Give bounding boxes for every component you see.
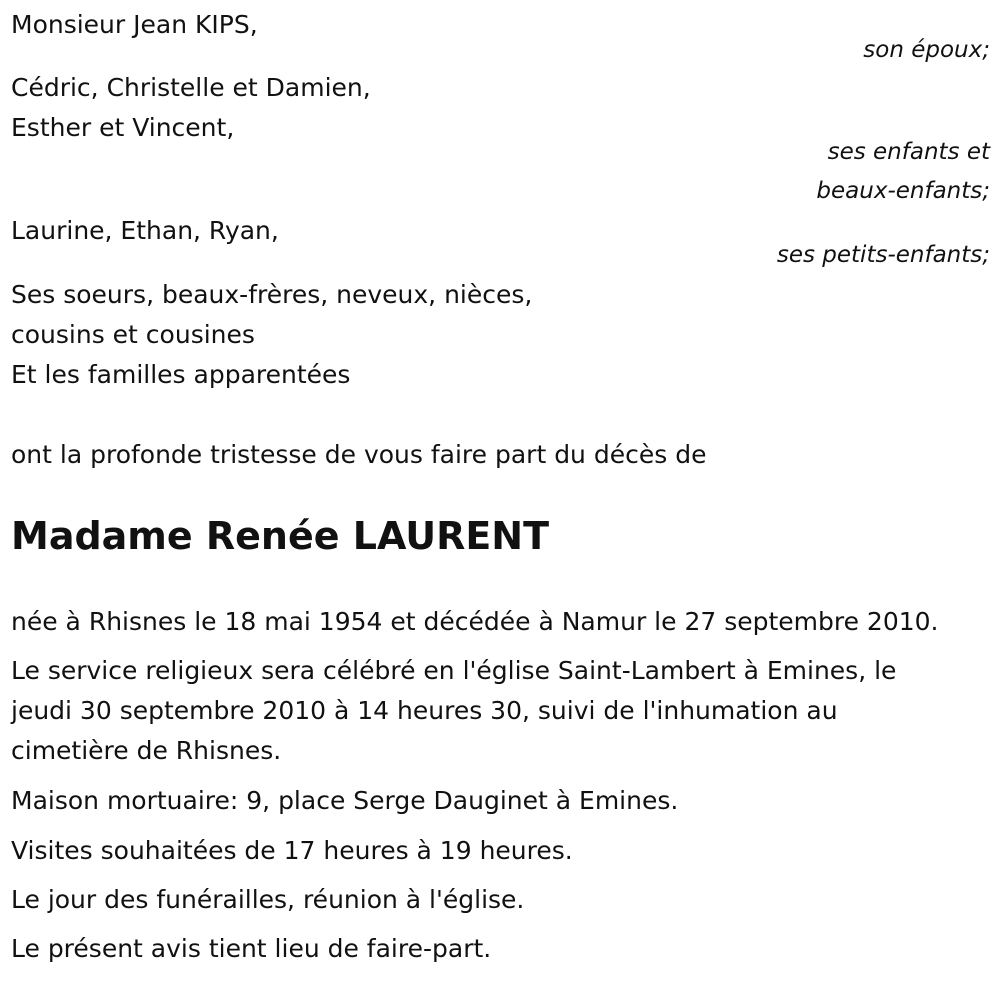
deceased-name: Madame Renée LAURENT	[11, 514, 550, 558]
spouse-role: son époux;	[863, 37, 990, 63]
children-role-line-1: ses enfants et	[827, 139, 990, 165]
children-line-2: Esther et Vincent,	[11, 113, 235, 142]
announcement: ont la profonde tristesse de vous faire part du décès de	[11, 440, 707, 469]
relatives-line-3: Et les familles apparentées	[11, 360, 351, 389]
birth-death: née à Rhisnes le 18 mai 1954 et décédée à Namur le 27 septembre 2010.	[11, 607, 939, 636]
grandchildren: Laurine, Ethan, Ryan,	[11, 216, 279, 245]
funeral-day: Le jour des funérailles, réunion à l'église.	[11, 885, 525, 914]
grandchildren-role: ses petits-enfants;	[776, 242, 990, 268]
children-line-1: Cédric, Christelle et Damien,	[11, 73, 371, 102]
children-role-line-2: beaux-enfants;	[816, 178, 990, 204]
notice: Le présent avis tient lieu de faire-part.	[11, 934, 492, 963]
service-line-1: Le service religieux sera célébré en l'église Saint-Lambert à Emines, le	[11, 656, 897, 685]
funeral-home: Maison mortuaire: 9, place Serge Dauginet à Emines.	[11, 786, 679, 815]
relatives-line-2: cousins et cousines	[11, 320, 255, 349]
spouse-name: Monsieur Jean KIPS,	[11, 10, 258, 39]
relatives-line-1: Ses soeurs, beaux-frères, neveux, nièces,	[11, 280, 533, 309]
service-line-3: cimetière de Rhisnes.	[11, 736, 282, 765]
service-line-2: jeudi 30 septembre 2010 à 14 heures 30, suivi de l'inhumation au	[11, 696, 838, 725]
visits: Visites souhaitées de 17 heures à 19 heures.	[11, 836, 573, 865]
